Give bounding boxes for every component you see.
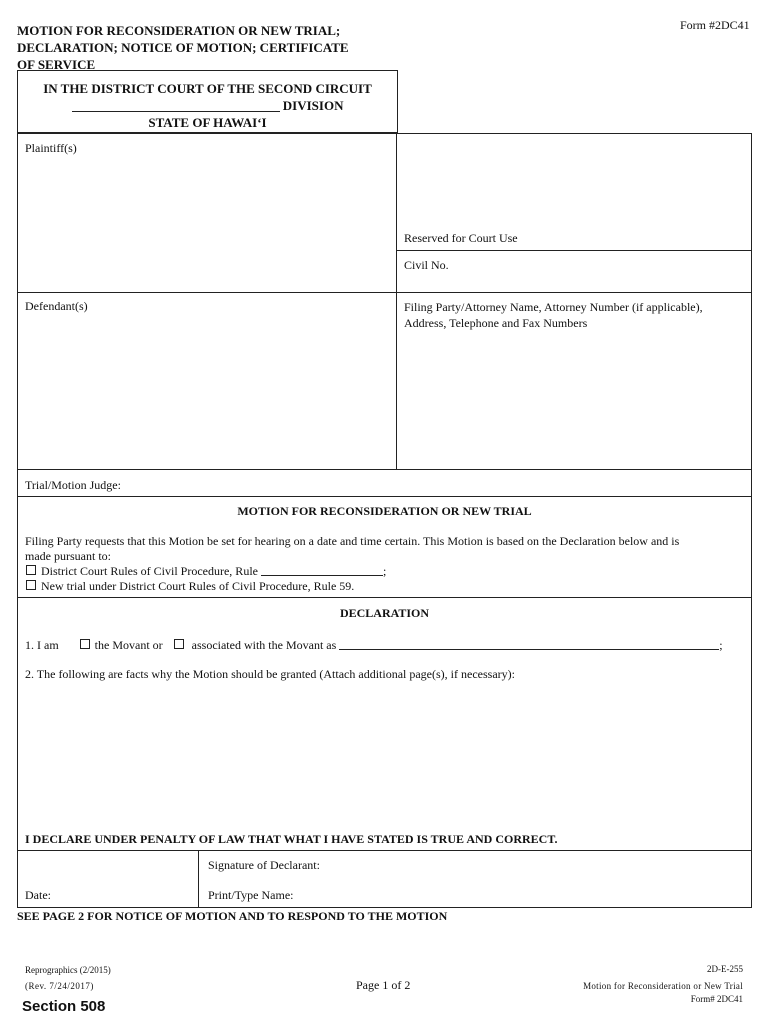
civil-no-top-line [396, 250, 751, 251]
filing-party-field[interactable] [400, 334, 750, 466]
movant-label: the Movant or [94, 638, 163, 652]
item1-prefix: 1. I am [25, 638, 59, 652]
section-label: Section 508 [22, 998, 106, 1015]
title-line-1: MOTION FOR RECONSIDERATION OR NEW TRIAL; [17, 23, 341, 38]
filing-party-label [404, 299, 703, 331]
judge-field[interactable] [130, 473, 745, 493]
penalty-statement: I DECLARE UNDER PENALTY OF LAW THAT WHAT I HAVE STATED IS TRUE AND CORRECT. [25, 832, 558, 846]
court-division-line [17, 97, 398, 114]
associated-checkbox[interactable] [174, 639, 184, 649]
filing-party-line-2: Address, Telephone and Fax Numbers [404, 316, 588, 330]
associated-label: associated with the Movant as [191, 638, 337, 652]
title-line-3: OF SERVICE [17, 57, 96, 72]
court-caption [17, 80, 398, 131]
new-trial-option-label: New trial under District Court Rules of Civil Procedure, Rule 59. [41, 578, 355, 593]
declaration-top-line [17, 597, 752, 598]
rule-option-label: District Court Rules of Civil Procedure, Rule [41, 564, 258, 578]
date-field[interactable] [60, 884, 192, 904]
form-number: Form #2DC41 [680, 18, 750, 32]
plaintiff-field[interactable] [18, 158, 395, 291]
motion-top-line [17, 496, 752, 497]
judge-top-line [17, 469, 752, 470]
signature-label: Signature of Declarant: [208, 858, 320, 872]
plaintiff-label: Plaintiff(s) [25, 141, 77, 155]
print-name-label: Print/Type Name: [208, 888, 294, 902]
signature-divider [198, 850, 199, 908]
motion-option-rule [25, 563, 679, 579]
civil-no-field[interactable] [460, 254, 748, 288]
form-code: 2D-E-255 [707, 964, 743, 974]
footer-form-number: Form# 2DC41 [690, 994, 743, 1004]
revision-note: (Rev. 7/24/2017) [25, 981, 94, 991]
motion-text-line-2: made pursuant to: [25, 548, 111, 563]
party-divider [396, 133, 397, 469]
declaration-heading: DECLARATION [339, 606, 430, 620]
reserved-label: Reserved for Court Use [404, 231, 518, 245]
movant-checkbox[interactable] [80, 639, 90, 649]
reprographics-note: Reprographics (2/2015) [25, 965, 111, 975]
document-title [17, 22, 349, 73]
court-name: IN THE DISTRICT COURT OF THE SECOND CIRCUIT [43, 81, 372, 96]
defendant-top-line [17, 292, 752, 293]
facts-field[interactable] [22, 686, 747, 826]
defendant-field[interactable] [18, 316, 395, 466]
new-trial-checkbox[interactable] [26, 580, 36, 590]
division-label: DIVISION [282, 98, 344, 113]
rule-number-blank[interactable] [261, 563, 383, 576]
civil-no-label: Civil No. [404, 258, 449, 272]
declaration-item-1 [25, 637, 723, 653]
defendant-label: Defendant(s) [25, 299, 88, 313]
motion-option-new-trial [25, 579, 679, 594]
footer-form-title: Motion for Reconsideration or New Trial [583, 981, 743, 991]
notice-text: SEE PAGE 2 FOR NOTICE OF MOTION AND TO RESPOND TO THE MOTION [17, 909, 448, 923]
page-number: Page 1 of 2 [356, 978, 411, 992]
declaration-item-2: 2. The following are facts why the Motion should be granted (Attach additional page(s), if necessary): [25, 667, 515, 681]
motion-text-line-1: Filing Party requests that this Motion be set for hearing on a date and time certain. This Motion is based on the Declaration below and is [25, 534, 680, 548]
association-blank[interactable] [339, 637, 719, 650]
rule-checkbox[interactable] [26, 565, 36, 575]
motion-body [25, 534, 679, 593]
judge-label: Trial/Motion Judge: [25, 478, 121, 492]
print-name-field[interactable] [305, 884, 745, 904]
division-blank[interactable] [72, 99, 280, 112]
rule-option-end: ; [382, 564, 387, 578]
item1-end: ; [719, 638, 723, 652]
court-state: STATE OF HAWAI‘I [148, 115, 267, 130]
signature-field[interactable] [330, 854, 745, 876]
title-line-2: DECLARATION; NOTICE OF MOTION; CERTIFICATE [17, 40, 349, 55]
signature-top-line [17, 850, 752, 851]
date-label: Date: [25, 888, 51, 902]
motion-heading: MOTION FOR RECONSIDERATION OR NEW TRIAL [237, 504, 532, 518]
filing-party-line-1: Filing Party/Attorney Name, Attorney Number (if applicable), [404, 300, 703, 314]
